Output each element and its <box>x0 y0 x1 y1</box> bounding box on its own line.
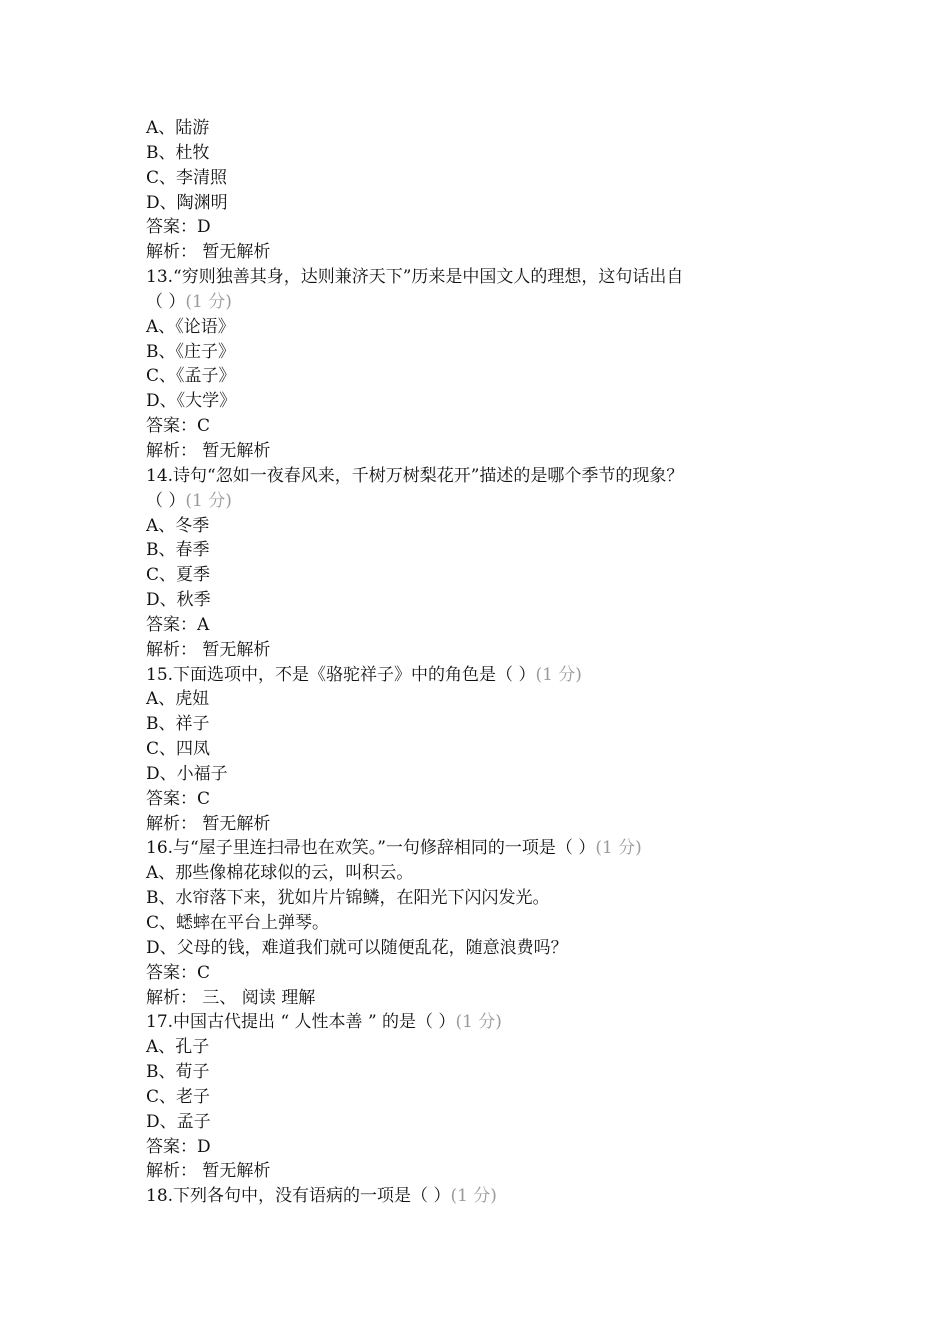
option-b: B、水帘落下来，犹如片片锦鳞，在阳光下闪闪发光。 <box>146 888 550 909</box>
question-stem: 17.中国古代提出 “ 人性本善 ” 的是（ ） <box>146 1012 456 1033</box>
question-14 <box>146 464 806 663</box>
option-d: D、秋季 <box>146 590 211 611</box>
question-12-tail <box>146 116 806 265</box>
question-stem-line <box>146 663 806 688</box>
option-a: A、《论语》 <box>146 316 235 337</box>
points-label: (1 分) <box>185 490 232 511</box>
option-b: B、春季 <box>146 540 210 561</box>
option-b: B、杜牧 <box>146 142 210 163</box>
question-stem: 13.“穷则独善其身，达则兼济天下”历来是中国文人的理想，这句话出自 <box>146 267 684 288</box>
answer: 答案：D <box>146 217 211 238</box>
option-a: A、虎妞 <box>146 689 210 710</box>
points-label: (1 分) <box>455 1012 502 1033</box>
option-d: D、父母的钱，难道我们就可以随便乱花，随意浪费吗？ <box>146 937 568 958</box>
answer-blank: （ ） <box>146 291 186 312</box>
option-d: D、小福子 <box>146 763 228 784</box>
option-c: C、四凤 <box>146 739 211 760</box>
answer: 答案：C <box>146 416 211 437</box>
question-16 <box>146 836 806 1010</box>
analysis: 解析： 暂无解析 <box>146 1161 271 1182</box>
option-b: B、祥子 <box>146 714 210 735</box>
points-label: (1 分) <box>595 838 642 859</box>
option-d: D、陶渊明 <box>146 192 228 213</box>
option-c: C、《孟子》 <box>146 366 236 387</box>
document-page <box>146 116 806 1209</box>
question-stem-line <box>146 1010 806 1035</box>
option-a: A、冬季 <box>146 515 210 536</box>
question-stem-line <box>146 1184 806 1209</box>
answer: 答案：A <box>146 614 210 635</box>
analysis: 解析： 三、 阅读 理解 <box>146 987 316 1008</box>
option-a: A、孔子 <box>146 1037 210 1058</box>
answer-blank: （ ） <box>146 490 186 511</box>
points-label: (1 分) <box>535 664 582 685</box>
question-13 <box>146 265 806 464</box>
option-d: D、孟子 <box>146 1111 211 1132</box>
option-b: B、《庄子》 <box>146 341 235 362</box>
option-d: D、《大学》 <box>146 391 237 412</box>
option-c: C、蟋蟀在平台上弹琴。 <box>146 913 330 933</box>
question-15 <box>146 663 806 837</box>
option-a: A、那些像棉花球似的云，叫积云。 <box>146 863 414 884</box>
points-label: (1 分) <box>450 1186 497 1207</box>
question-stem: 14.诗句“忽如一夜春风来，千树万树梨花开”描述的是哪个季节的现象？ <box>146 465 684 486</box>
question-stem-continued <box>146 489 806 514</box>
question-stem-continued <box>146 290 806 315</box>
option-c: C、李清照 <box>146 167 228 188</box>
question-18 <box>146 1184 806 1209</box>
question-stem: 18.下列各句中，没有语病的一项是（ ） <box>146 1186 451 1207</box>
option-b: B、荀子 <box>146 1062 210 1083</box>
option-a: A、陆游 <box>146 118 210 138</box>
question-stem: 15.下面选项中，不是《骆驼祥子》中的角色是（ ） <box>146 664 536 685</box>
analysis: 解析： 暂无解析 <box>146 440 271 461</box>
option-c: C、老子 <box>146 1086 211 1107</box>
analysis: 解析： 暂无解析 <box>146 639 271 660</box>
answer: 答案：C <box>146 788 211 809</box>
answer: 答案：D <box>146 1136 211 1157</box>
analysis: 解析： 暂无解析 <box>146 242 271 263</box>
analysis: 解析： 暂无解析 <box>146 813 271 834</box>
option-c: C、夏季 <box>146 565 211 586</box>
question-17 <box>146 1010 806 1184</box>
answer: 答案：C <box>146 962 211 983</box>
points-label: (1 分) <box>185 291 232 312</box>
question-stem: 16.与“屋子里连扫帚也在欢笑。”一句修辞相同的一项是（ ） <box>146 838 596 859</box>
question-stem-line <box>146 836 806 861</box>
